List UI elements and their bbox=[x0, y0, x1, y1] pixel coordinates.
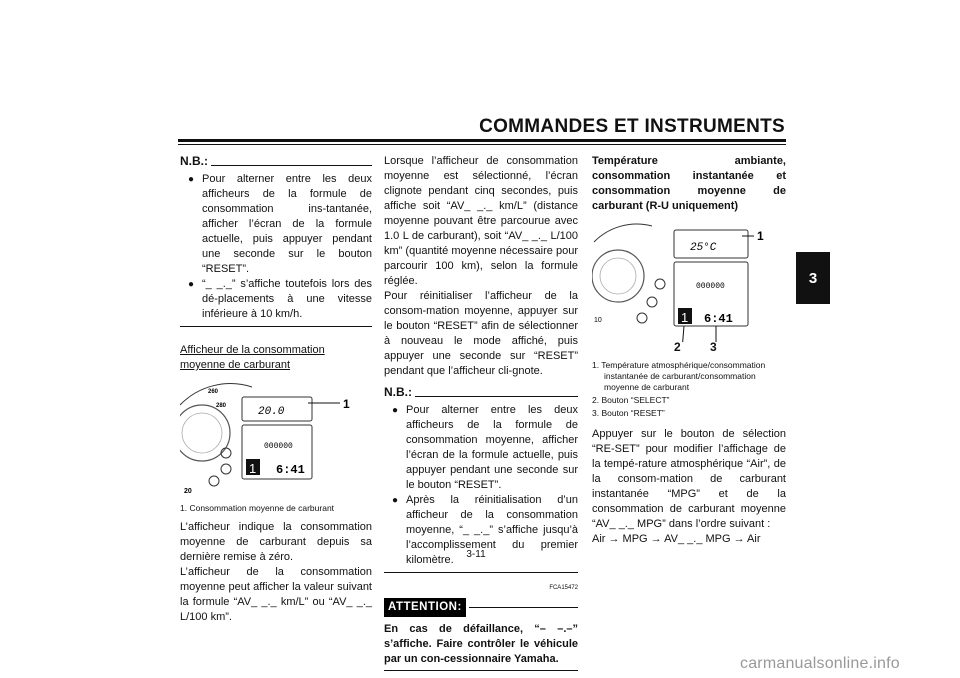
nb-header bbox=[180, 154, 372, 169]
nb-label: N.B.: bbox=[384, 385, 412, 399]
column-2 bbox=[384, 154, 578, 671]
attention-label: ATTENTION: bbox=[384, 598, 466, 617]
paragraph: Lorsque l’afficheur de consommation moyenne est sélectionné, l’écran clignote pendant cinq secondes, puis affiche soit “AV_ _._ km/L” (distance moyenne pouvant être parcourue avec 1.0 L de carburant), soit “AV_ _._ L/100 km” (quantité moyenne nécessaire pour parcourir 100 km), selon la formule réglée. bbox=[384, 155, 578, 287]
svg-text:20: 20 bbox=[184, 488, 192, 495]
gear-indicator: 1 bbox=[681, 310, 689, 325]
bullet-icon: ● bbox=[391, 495, 399, 506]
callout-3: 3 bbox=[710, 340, 717, 354]
sequence-line: Air → MPG → AV_ _._ MPG → Air bbox=[592, 533, 761, 545]
attention-header bbox=[384, 598, 578, 617]
svg-text:280: 280 bbox=[216, 403, 227, 409]
watermark-text: carmanualsonline.info bbox=[740, 655, 900, 672]
paragraph: Appuyer sur le bouton de sélection “RE-SET” pour modifier l’affichage de la tempé-rature atmosphérique “Air”, de la consom-mation de carburant instantanée “MPG” et de la consommation de carburant moyenne “AV_ _._ MPG” dans l’ordre suivant : bbox=[592, 428, 786, 530]
svg-text:260: 260 bbox=[208, 389, 219, 395]
section-title: Afficheur de la consommation moyenne de carburant bbox=[180, 344, 325, 371]
odometer-value: 000000 bbox=[264, 442, 293, 451]
paragraph: L’afficheur indique la consommation moyenne de carburant depuis sa dernière remise à zéro. bbox=[180, 521, 372, 563]
nb-label: N.B.: bbox=[180, 154, 208, 168]
reference-code: FCA15472 bbox=[549, 585, 578, 591]
callout-1: 1 bbox=[343, 397, 350, 411]
header-rule bbox=[178, 139, 786, 142]
column-3 bbox=[592, 154, 786, 547]
paragraph: L’afficheur de la consommation moyenne peut afficher la valeur suivant la formule “AV_ _._ km/L” ou “AV_ _._ L/100 km”. bbox=[180, 566, 372, 623]
page-number: 3-11 bbox=[466, 549, 486, 560]
page-header-title: COMMANDES ET INSTRUMENTS bbox=[479, 116, 785, 137]
nb-end-rule bbox=[384, 572, 578, 573]
bullet-icon: ● bbox=[391, 405, 399, 416]
paragraph: Pour réinitialiser l’afficheur de la consom-mation moyenne, appuyer sur le bouton “RESET” afin de sélectionner à nouveau le mode affiché, puis appuyer une seconde sur “RESET” pendant que l’afficheur cli-gnote. bbox=[384, 290, 578, 377]
gear-indicator: 1 bbox=[249, 461, 257, 476]
list-item: ● Après la réinitialisation d’un afficheur de la consommation moyenne, “_ _._” s’affiche jusqu’à l’accomplissement du premier kilomètre. bbox=[384, 493, 578, 568]
dashboard-illustration bbox=[180, 381, 372, 497]
instrument-figure-1 bbox=[180, 381, 372, 497]
section-heading: Température ambiante, consommation instantanée et consommation moyenne de carburant (R-U uniquement) bbox=[592, 155, 786, 212]
nb-header bbox=[384, 385, 578, 400]
temperature-value: 25°C bbox=[690, 242, 717, 254]
attention-text: En cas de défaillance, “– –.–” s’affiche. Faire contrôler le véhicule par un con-cessionnaire Yamaha. bbox=[384, 623, 578, 665]
chapter-tab: 3 bbox=[796, 252, 830, 304]
attention-end-rule bbox=[384, 670, 578, 671]
clock-value: 6:41 bbox=[276, 463, 305, 477]
figure-caption: 1. Consommation moyenne de carburant bbox=[180, 503, 335, 513]
callout-2: 2 bbox=[674, 340, 681, 354]
figure-caption: 3. Bouton “RESET” bbox=[592, 408, 665, 418]
list-item: ● Pour alterner entre les deux afficheurs de la formule de consommation ins-tantanée, afficher l’écran de la formule actuelle, puis appuyer pendant une seconde sur le bouton “RESET”. bbox=[180, 172, 372, 277]
header-rule-thin bbox=[178, 144, 786, 145]
list-item: ● Pour alterner entre les deux afficheurs de la formule de consommation moyenne, afficher l’écran de la formule actuelle, puis appuyer pendant une seconde sur le bouton “RESET”. bbox=[384, 403, 578, 493]
dashboard-illustration bbox=[592, 222, 786, 342]
clock-value: 6:41 bbox=[704, 312, 733, 326]
callout-1: 1 bbox=[757, 229, 764, 243]
column-1 bbox=[180, 154, 372, 625]
odometer-value: 000000 bbox=[696, 282, 725, 291]
list-item: ● “_ _._” s’affiche toutefois lors des dé-placements à une vitesse inférieure à 10 km/h. bbox=[180, 277, 372, 322]
figure-caption: 1. Température atmosphérique/consommation instantanée de carburant/consommation moyenne de carburant bbox=[592, 360, 766, 392]
fuel-display-value: 20.0 bbox=[258, 406, 285, 418]
figure-caption: 2. Bouton “SELECT” bbox=[592, 395, 670, 405]
instrument-figure-2 bbox=[592, 222, 786, 342]
bullet-icon: ● bbox=[187, 174, 195, 185]
bullet-icon: ● bbox=[187, 279, 195, 290]
svg-text:10: 10 bbox=[594, 317, 602, 324]
